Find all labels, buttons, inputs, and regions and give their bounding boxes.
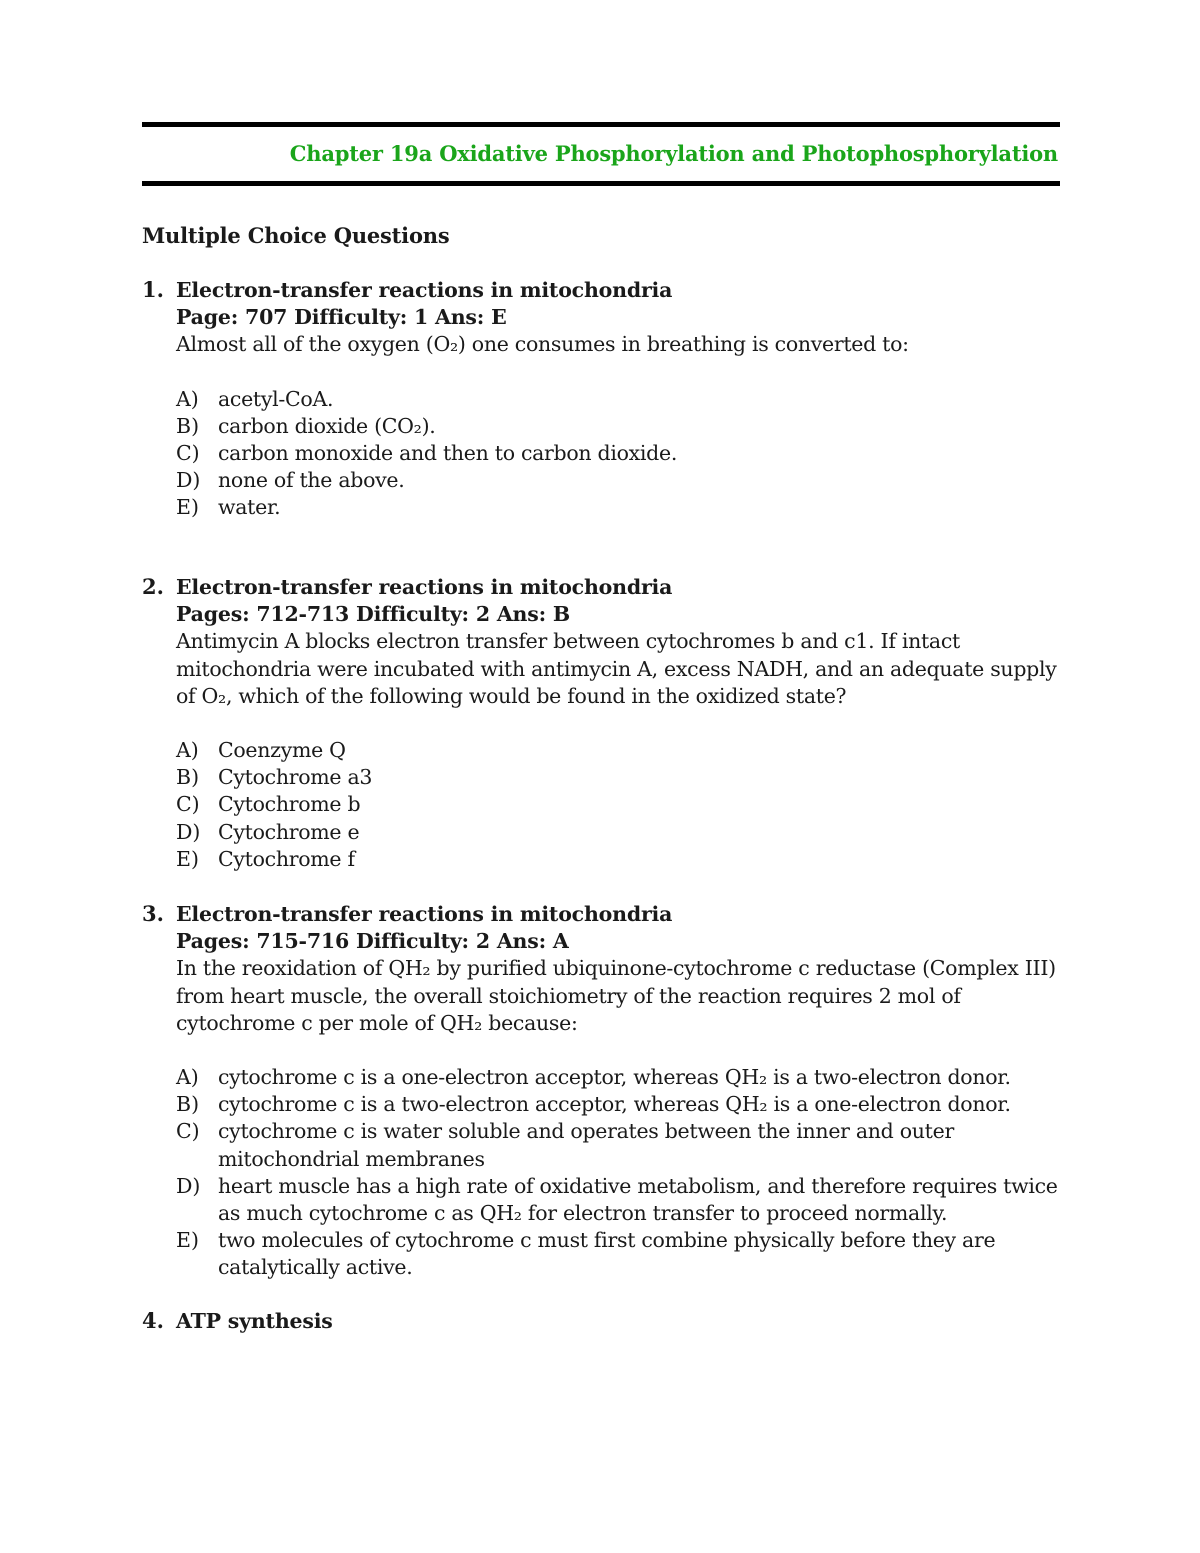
option-item	[176, 1118, 1062, 1172]
option-letter: D)	[176, 819, 201, 844]
option-text: cytochrome c is a two-electron acceptor, whereas QH₂ is a one-electron donor.	[218, 1092, 1011, 1117]
header-rule-top	[142, 122, 1060, 127]
option-text: none of the above.	[218, 468, 405, 493]
option-text: Coenzyme Q	[218, 738, 346, 763]
section-heading: Multiple Choice Questions	[142, 223, 450, 248]
option-text: cytochrome c is water soluble and operates between the inner and outer mitochondrial membranes	[218, 1119, 954, 1171]
question-number: 3.	[142, 901, 164, 926]
question-meta: Page: 707 Difficulty: 1 Ans: E	[176, 305, 507, 330]
question-4	[142, 1308, 1062, 1335]
option-item	[176, 386, 1062, 413]
option-letter: B)	[176, 1092, 200, 1117]
question-2	[142, 574, 1062, 873]
option-item	[176, 440, 1062, 467]
question-number: 4.	[142, 1308, 164, 1333]
header-rule-bottom	[142, 181, 1060, 186]
option-item	[176, 846, 1062, 873]
option-text: Cytochrome e	[218, 819, 360, 844]
option-letter: A)	[176, 1065, 199, 1090]
option-item	[176, 413, 1062, 440]
option-text: carbon dioxide (CO₂).	[218, 413, 436, 438]
option-text: water.	[218, 495, 281, 520]
question-stem: Antimycin A blocks electron transfer between cytochromes b and c1. If intact mitochondria were incubated with antimycin A, excess NADH, and an adequate supply of O₂, which of the following would be found in the oxidized state?	[176, 629, 1057, 708]
option-text: two molecules of cytochrome c must first combine physically before they are catalytically active.	[218, 1228, 996, 1280]
option-letter: A)	[176, 386, 199, 411]
option-letter: B)	[176, 765, 200, 790]
option-item	[176, 1091, 1062, 1118]
option-letter: E)	[176, 1228, 199, 1253]
option-letter: C)	[176, 792, 200, 817]
question-stem: In the reoxidation of QH₂ by purified ubiquinone-cytochrome c reductase (Complex III) from heart muscle, the overall stoichiometry of the reaction requires 2 mol of cytochrome c per mole of QH₂ because:	[176, 956, 1056, 1035]
question-topic: Electron-transfer reactions in mitochondria	[176, 902, 673, 926]
option-letter: D)	[176, 1173, 201, 1198]
option-letter: B)	[176, 413, 200, 438]
question-meta: Pages: 712-713 Difficulty: 2 Ans: B	[176, 602, 571, 627]
option-item	[176, 1227, 1062, 1281]
question-topic: ATP synthesis	[176, 1309, 333, 1333]
option-letter: E)	[176, 495, 199, 520]
option-text: Cytochrome a3	[218, 765, 373, 790]
option-text: cytochrome c is a one-electron acceptor, whereas QH₂ is a two-electron donor.	[218, 1065, 1011, 1090]
option-letter: A)	[176, 738, 199, 763]
option-item	[176, 791, 1062, 818]
question-1	[142, 277, 1062, 522]
option-list	[176, 1064, 1062, 1282]
question-meta: Pages: 715-716 Difficulty: 2 Ans: A	[176, 929, 569, 954]
question-topic: Electron-transfer reactions in mitochondria	[176, 575, 673, 599]
question-stem: Almost all of the oxygen (O₂) one consumes in breathing is converted to:	[176, 332, 909, 357]
option-letter: C)	[176, 1119, 200, 1144]
question-3	[142, 901, 1062, 1282]
option-text: carbon monoxide and then to carbon dioxide.	[218, 441, 678, 466]
chapter-title: Chapter 19a Oxidative Phosphorylation and Photophosphorylation	[289, 141, 1058, 166]
option-letter: E)	[176, 846, 199, 871]
option-item	[176, 819, 1062, 846]
option-list	[176, 386, 1062, 522]
question-number: 1.	[142, 277, 164, 302]
option-text: heart muscle has a high rate of oxidative metabolism, and therefore requires twice as much cytochrome c as QH₂ for electron transfer to proceed normally.	[218, 1173, 1058, 1226]
option-item	[176, 494, 1062, 521]
option-letter: C)	[176, 441, 200, 466]
option-text: Cytochrome b	[218, 792, 361, 817]
option-item	[176, 764, 1062, 791]
option-list	[176, 737, 1062, 873]
option-letter: D)	[176, 468, 201, 493]
option-text: acetyl-CoA.	[218, 386, 334, 411]
question-number: 2.	[142, 574, 164, 599]
option-item	[176, 1064, 1062, 1091]
question-topic: Electron-transfer reactions in mitochondria	[176, 278, 673, 302]
option-item	[176, 467, 1062, 494]
option-item	[176, 1173, 1062, 1227]
option-text: Cytochrome f	[218, 846, 355, 871]
option-item	[176, 737, 1062, 764]
